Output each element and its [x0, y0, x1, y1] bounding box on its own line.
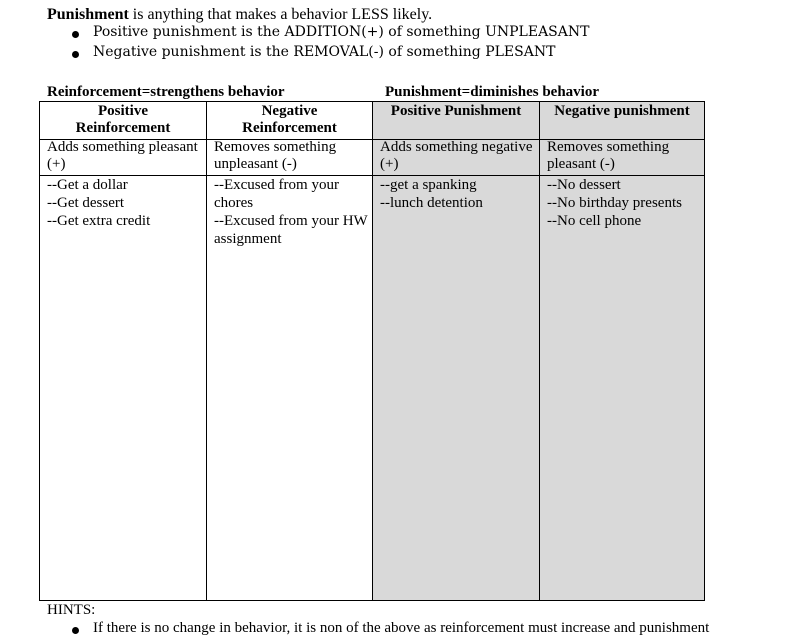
reinforcement-heading: Reinforcement=strengthens behavior: [47, 84, 285, 100]
behavior-table: [39, 101, 705, 601]
bullet-dot-icon: [72, 51, 79, 58]
bullet-dot-icon: [72, 31, 79, 38]
header-line: Negative: [261, 103, 318, 119]
punishment-heading: Punishment=diminishes behavior: [385, 84, 600, 100]
header-line: Reinforcement: [242, 120, 337, 136]
bullet-dot-icon: [72, 627, 79, 634]
example-item: --Get dessert: [47, 195, 125, 211]
example-item: --get a spanking: [380, 177, 477, 193]
column-positive-punishment: [373, 102, 540, 600]
column-definition: Removes something unpleasant (-): [214, 139, 337, 172]
examples-list: [47, 176, 202, 230]
header-line: Positive: [98, 103, 148, 119]
column-definition: Adds something pleasant (+): [47, 139, 198, 172]
example-item: --Excused from your chores: [214, 177, 339, 211]
intro-sentence: [47, 6, 432, 24]
example-item: --lunch detention: [380, 195, 483, 211]
examples-list: [214, 176, 368, 248]
header-line: Reinforcement: [75, 120, 171, 136]
column-definition: Removes something pleasant (-): [547, 139, 670, 172]
table-divider-header: [40, 139, 704, 140]
table-divider-definition: [40, 175, 704, 176]
column-negative-reinforcement: [207, 102, 373, 600]
column-definition: Adds something negative (+): [380, 139, 533, 172]
examples-list: [380, 176, 535, 212]
column-header: [40, 103, 206, 137]
header-line: Positive Punishment: [390, 103, 522, 119]
column-header: [373, 103, 539, 120]
example-item: --No cell phone: [547, 213, 642, 229]
example-item: --No birthday presents: [547, 195, 682, 211]
example-item: --No dessert: [547, 177, 621, 193]
column-positive-reinforcement: [40, 102, 207, 600]
hints-label: HINTS:: [47, 602, 96, 618]
column-header: [207, 103, 372, 137]
hint-text: If there is no change in behavior, it is non of the above as reinforcement must increase and punishment: [93, 620, 710, 636]
example-item: --Excused from your HW assignment: [214, 213, 368, 247]
bullet-text: Negative punishment is the REMOVAL(-) of something PLESANT: [93, 44, 556, 60]
header-line: Negative punishment: [554, 103, 690, 119]
examples-list: [547, 176, 700, 230]
column-header: [540, 103, 704, 120]
column-negative-punishment: [540, 102, 704, 600]
bullet-text: Positive punishment is the ADDITION(+) of something UNPLEASANT: [93, 24, 590, 40]
example-item: --Get a dollar: [47, 177, 128, 193]
intro-term: Punishment: [47, 6, 129, 23]
example-item: --Get extra credit: [47, 213, 151, 229]
intro-definition: is anything that makes a behavior LESS likely.: [128, 6, 433, 23]
